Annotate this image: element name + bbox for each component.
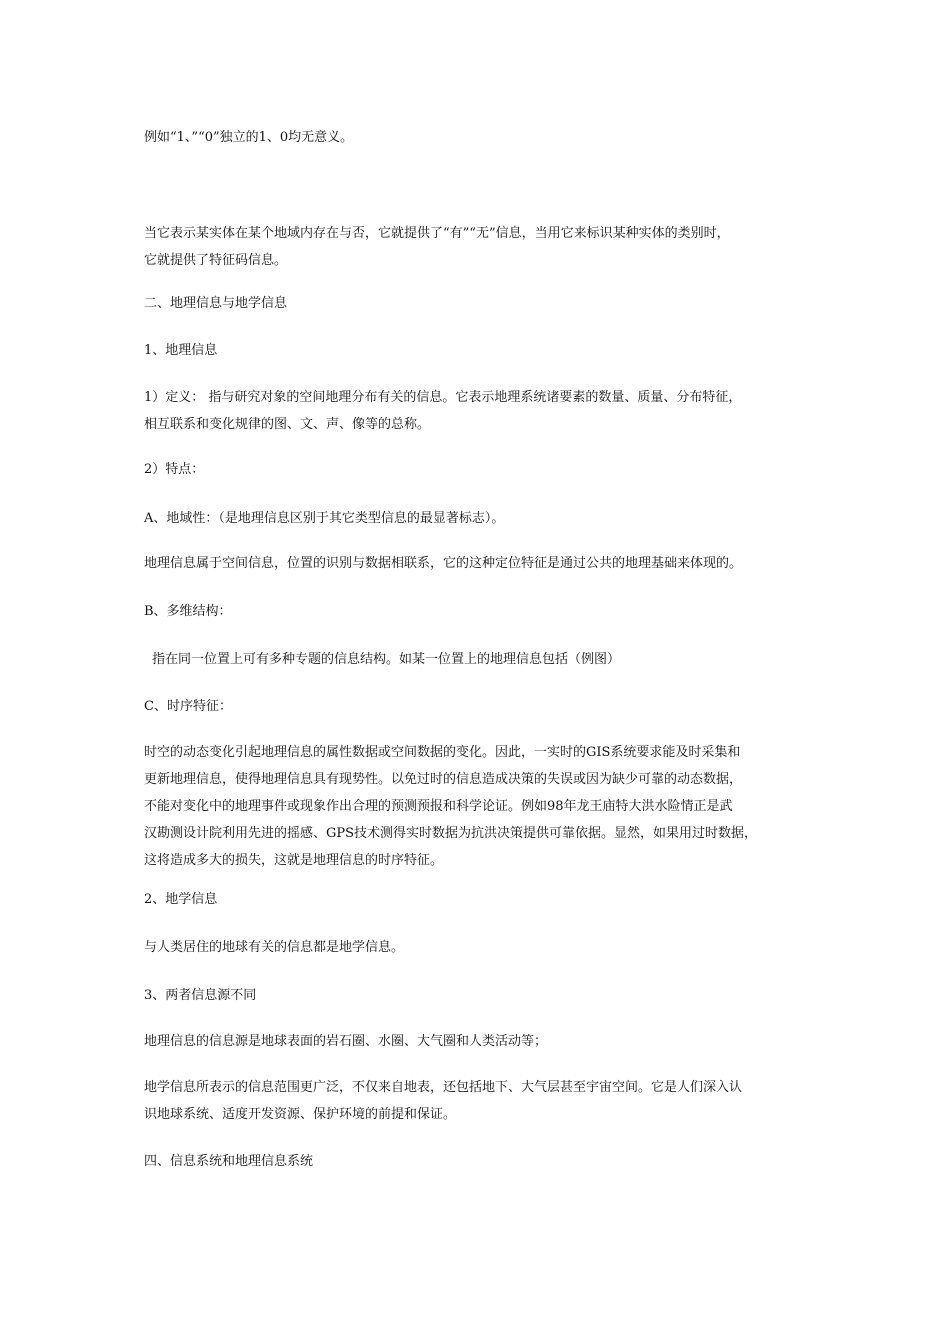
paragraph-temporal-label — [144, 693, 812, 720]
subheading-geo-info — [144, 337, 812, 364]
text-line: 时空的动态变化引起地理信息的属性数据或空间数据的变化。因此，一实时的GIS系统要求能及时采集和 — [144, 745, 741, 760]
text-line: 地学信息所表示的信息范围更广泛，不仅来自地表，还包括地下、大气层甚至宇宙空间。它是人们深入认 — [144, 1080, 743, 1095]
text-line: 相互联系和变化规律的图、文、声、像等的总称。 — [144, 417, 431, 432]
paragraph-definition — [144, 384, 812, 438]
heading-text: 3、两者信息源不同 — [144, 988, 257, 1003]
paragraph-regionality — [144, 505, 812, 532]
text-line: 识地球系统、适度开发资源、保护环境的前提和保证。 — [144, 1107, 457, 1122]
heading-text: 1、地理信息 — [144, 343, 218, 358]
paragraph-multidim-desc — [144, 646, 820, 673]
text-line: 与人类居住的地球有关的信息都是地学信息。 — [144, 940, 405, 955]
heading-text: 四、信息系统和地理信息系统 — [144, 1154, 314, 1169]
paragraph-temporal-desc — [144, 739, 812, 874]
text-line: B、多维结构： — [144, 604, 232, 619]
text-line: 这将造成多大的损失，这就是地理信息的时序特征。 — [144, 853, 444, 868]
paragraph-spatial-info — [144, 550, 812, 577]
text-line: 地理信息的信息源是地球表面的岩石圈、水圈、大气圈和人类活动等； — [144, 1034, 548, 1049]
paragraph-geo-source — [144, 1028, 812, 1055]
section-heading-4 — [144, 1148, 812, 1175]
subheading-sources — [144, 982, 812, 1009]
text-line: 不能对变化中的地理事件或现象作出合理的预测预报和科学论证。例如98年龙王庙特大洪水险情正是武 — [144, 799, 733, 814]
paragraph-features-label — [144, 456, 812, 483]
heading-text: 2、地学信息 — [144, 892, 218, 907]
section-heading-2 — [144, 290, 812, 317]
paragraph-geoscience-scope — [144, 1074, 812, 1128]
text-line: 指在同一位置上可有多种专题的信息结构。如某一位置上的地理信息包括（例图） — [152, 652, 621, 667]
text-line: 2）特点： — [144, 462, 205, 477]
text-line: 更新地理信息，使得地理信息具有现势性。以免过时的信息造成决策的失误或因为缺少可靠的动态数据， — [144, 772, 743, 787]
paragraph-multidim-label — [144, 598, 812, 625]
paragraph-geoscience-def — [144, 934, 812, 961]
text-line: 汉勘测设计院利用先进的摇感、GPS技术测得实时数据为抗洪决策提供可靠依据。显然，如果用过时数据， — [144, 826, 758, 841]
heading-text: 二、地理信息与地学信息 — [144, 296, 288, 311]
text-line: A、地域性：（是地理信息区别于其它类型信息的最显著标志）。 — [144, 511, 505, 526]
text-line: 它就提供了特征码信息。 — [144, 253, 288, 268]
text-line: 例如“1、”“0”独立的1、0均无意义。 — [144, 130, 354, 145]
text-line: 1）定义： 指与研究对象的空间地理分布有关的信息。它表示地理系统诸要素的数量、质量、分布特征， — [144, 390, 742, 405]
text-line: C、时序特征： — [144, 699, 232, 714]
text-line: 地理信息属于空间信息，位置的识别与数据相联系，它的这种定位特征是通过公共的地理基础来体现的。 — [144, 556, 743, 571]
paragraph-example-binary — [144, 124, 812, 151]
subheading-geoscience-info — [144, 886, 812, 913]
paragraph-feature-code — [144, 220, 812, 274]
text-line: 当它表示某实体在某个地域内存在与否，它就提供了“有”“无”信息，当用它来标识某种实体的类别时， — [144, 226, 730, 241]
